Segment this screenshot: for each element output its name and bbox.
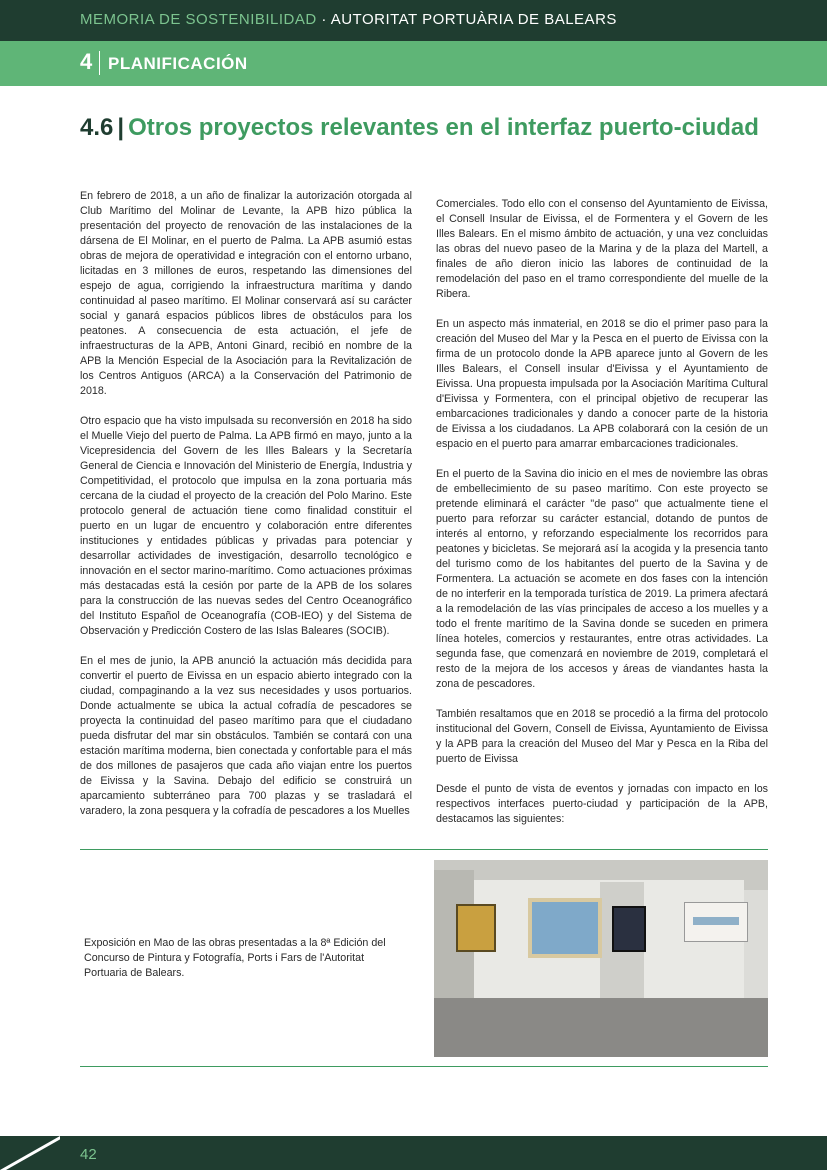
section-heading	[80, 114, 759, 142]
figure-caption: Exposición en Mao de las obras presentadas a la 8ª Edición del Concurso de Pintura y Fotografía, Ports i Fars de l'Autoritat Portuaria de Balears.	[84, 937, 386, 979]
painting-1	[456, 904, 496, 952]
painting-4	[684, 902, 748, 942]
top-header-bar	[0, 0, 827, 41]
publication-title-main: MEMORIA DE SOSTENIBILIDAD	[80, 11, 317, 28]
exhibition-photo	[434, 860, 768, 1057]
footer-slash-decoration	[0, 1136, 60, 1170]
chapter-number: 4	[80, 49, 93, 74]
figure-top-rule	[80, 849, 768, 850]
right-text-column	[436, 197, 768, 842]
page-number: 42	[80, 1146, 97, 1163]
paragraph: En un aspecto más inmaterial, en 2018 se dio el primer paso para la creación del Museo del Mar y la Pesca en el puerto de Eivissa con la firma de un protocolo donde la APB aparece junto al Govern de les Illes Balears, el Consell insular d'Eivissa y el Ayuntamiento de Eivissa. Una propuesta impulsada por la Asociación Marítima Cultural d'Eivissa y Formentera, con el principal objetivo de recuperar las embarcaciones tradicionales y dando a conocer parte de la historia de Eivissa a los ciudadanos. La APB colaborará con la cesión de un espacio en el puerto para amarrar embarcaciones tradicionales.	[436, 318, 768, 450]
footer-bar	[0, 1136, 827, 1170]
left-text-column	[80, 189, 412, 834]
section-separator: |	[117, 114, 125, 141]
publication-title-org: · AUTORITAT PORTUÀRIA DE BALEARS	[316, 11, 617, 28]
paragraph: Desde el punto de vista de eventos y jornadas con impacto en los respectivos interfaces puerto-ciudad y participación de la APB, destacamos las siguientes:	[436, 783, 768, 825]
paragraph: En el mes de junio, la APB anunció la actuación más decidida para convertir el puerto de Eivissa en un espacio abierto integrado con la ciudad, compaginando a la vez sus necesidades y usos portuarios. Donde actualmente se ubica la actual cofradía de pescadores se proyecta la continuidad del paseo marítimo para que el ciudadano pueda disfrutar del mar sin obstáculos. También se contará con una estación marítima moderna, bien conectada y confortable para el más de dos millones de pasajeros que cada año viajan entre los puertos de Eivissa y la Savina. Debajo del edificio se construirá un aparcamiento subterráneo para 700 plazas y se trasladará el varadero, la zona pesquera y la cofradía de pescadores a los Muelles	[80, 655, 412, 817]
chapter-name: PLANIFICACIÓN	[108, 54, 248, 73]
section-number: 4.6	[80, 114, 114, 141]
paragraph: También resaltamos que en 2018 se procedió a la firma del protocolo institucional del Govern, Consell de Eivissa, Ayuntamiento de Eivissa y la APB para la creación del Museo del Mar y Pesca en la Riba del puerto de Eivissa	[436, 708, 768, 765]
figure-bottom-rule	[80, 1066, 768, 1067]
paragraph: Otro espacio que ha visto impulsada su reconversión en 2018 ha sido el Muelle Viejo del puerto de Palma. La APB firmó en mayo, junto a la Vicepresidencia del Govern de les Illes Balears y la Secretaría General de Ciencia e Innovación del Ministerio de Energía, Industria y Competitividad, el protocolo que impulsa en la zona portuaria más cercana de la ciudad el proyecto de la creación del Polo Marino. Este protocolo general de actuación tiene como finalidad constituir el puerto en un lugar de encuentro y colaboración entre diferentes instituciones y entidades públicas y privadas para potenciar y desarrollar actividades de investigación, desarrollo tecnológico e innovación en el sector marino-marítimo. Como actuaciones próximas más destacadas está la cesión por parte de la APB de los solares para la construcción de las nuevas sedes del Centro Oceanográfico del Instituto Español de Oceanografía (COB-IEO) y del Sistema de Observación y Predicción Costero de las Islas Baleares (SOCIB).	[80, 415, 412, 637]
publication-title	[80, 11, 617, 28]
chapter-divider	[99, 51, 100, 75]
section-title: Otros proyectos relevantes en el interfaz puerto-ciudad	[128, 114, 759, 141]
painting-3	[612, 906, 646, 952]
paragraph: En el puerto de la Savina dio inicio en el mes de noviembre las obras de embellecimiento de su paseo marítimo. Con este proyecto se pretende eliminará el carácter "de paso" que actualmente tiene el puerto para reforzar su carácter estancial, dotando de puntos de interés al entorno, y reforzando especialmente los recorridos para peatones y bicicletas. Se mejorará así la acogida y la presencia tanto del turismo como de los habitantes del puerto de la Savina y de Formentera. La actuación se acomete en dos fases con la intención de no interferir en la temporada turística de 2019. La primera afectará a la remodelación de las vías principales de acceso a los muelles y a todo el frente marítimo de la Savina donde se suceden en primera línea hoteles, comercios y restaurantes, entre otras actividades. La segunda fase, que comenzará en noviembre de 2019, completará el resto de la mejora de los accesos y áreas de viandantes hasta la zona de pescadores.	[436, 468, 768, 690]
chapter-bar	[0, 41, 827, 86]
paragraph: En febrero de 2018, a un año de finalizar la autorización otorgada al Club Marítimo del Molinar de Levante, la APB hizo pública la presentación del proyecto de renovación de las instalaciones de la dársena de El Molinar, en el puerto de Palma. La APB asumió estas obras de mejora de operatividad e integración con el entorno urbano, licitadas en 3 millones de euros, respetando las dimensiones del espejo de agua, corrigiendo la infraestructura marítima y dando continuidad al paseo marítimo. El Molinar conservará así su carácter social y ganará espacios públicos libres de obstáculos para los peatones. A consecuencia de esta actuación, el jefe de infraestructuras de la APB, Antoni Ginard, recibió en nombre de la APB la Mención Especial de la Asociación para la Revitalización de los Centros Antiguos (ARCA) a la Conservación del Patrimonio de 2018.	[80, 190, 412, 397]
photo-floor	[434, 998, 768, 1057]
painting-2	[528, 898, 602, 958]
paragraph: Comerciales. Todo ello con el consenso del Ayuntamiento de Eivissa, el Consell Insular de Eivissa, el de Formentera y el Govern de les Illes Balears. En el mismo ámbito de actuación, y una vez concluidas las obras del nuevo paseo de la Marina y de la plaza del Martell, a finales de año dieron inicio las labores de continuidad de la remodelación del paso en el tramo correspondiente del muelle de la Ribera.	[436, 198, 768, 300]
